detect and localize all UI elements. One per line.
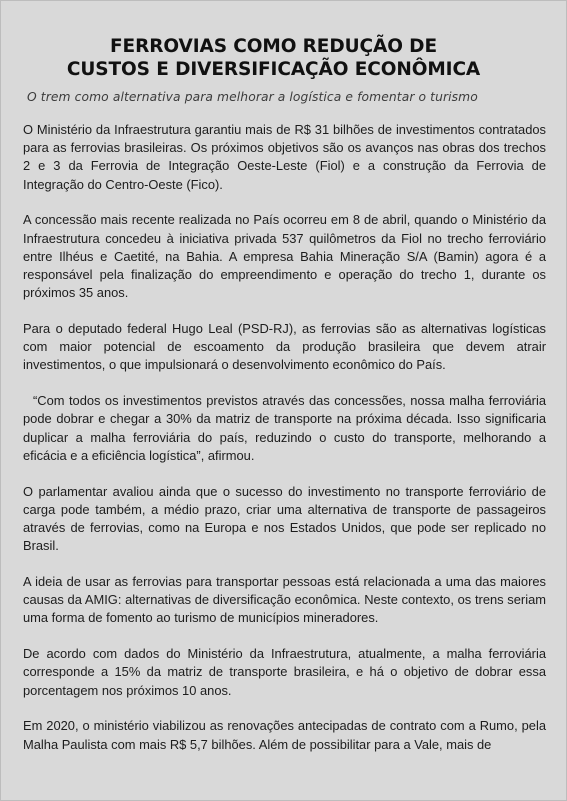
paragraph-8: Em 2020, o ministério viabilizou as renovações antecipadas de contrato com a Rumo, pela Malha Paulista com mais R$ 5,7 bilhões. Além de possibilitar para a Vale, mais de xyxy=(23,718,546,752)
paragraph-3: Para o deputado federal Hugo Leal (PSD-RJ), as ferrovias são as alternativas logísticas com maior potencial de escoamento da produção brasileira que devem atrair investimentos, o que impulsionará o desenvolvimento econômico do País. xyxy=(23,321,546,373)
article-title-line-1: FERROVIAS COMO REDUÇÃO DE xyxy=(110,36,437,57)
article-title xyxy=(1,35,546,81)
article-title-line-2: CUSTOS E DIVERSIFICAÇÃO ECONÔMICA xyxy=(66,59,481,80)
paragraph-5: O parlamentar avaliou ainda que o sucesso do investimento no transporte ferroviário de carga pode também, a médio prazo, criar uma alternativa de transporte de passageiros através de ferrovias, como na Europa e nos Estados Unidos, que pode ser replicado no Brasil. xyxy=(23,483,546,554)
article-subtitle: O trem como alternativa para melhorar a logística e fomentar o turismo xyxy=(27,90,478,104)
paragraph-2: A concessão mais recente realizada no País ocorreu em 8 de abril, quando o Ministério da Infraestrutura concedeu à iniciativa privada 537 quilômetros da Fiol no trecho ferroviário entre Ilhéus e Caetité, na Bahia. A empresa Bahia Mineração S/A (Bamin) agora é a responsável pela finalização do empreendimento e operação do trecho 1, durante os próximos 35 anos. xyxy=(23,212,546,301)
paragraph-4-quote: “Com todos os investimentos previstos através das concessões, nossa malha ferroviária pode dobrar e chegar a 30% da matriz de transporte na próxima década. Isso significaria duplicar a malha ferroviária do país, reduzindo o custo do transporte, melhorando a eficácia e a eficiência logística”, afirmou. xyxy=(23,393,546,463)
paragraph-6: A ideia de usar as ferrovias para transportar pessoas está relacionada a uma das maiores causas da AMIG: alternativas de diversificação econômica. Neste contexto, os trens seriam uma forma de fomento ao turismo de municípios mineradores. xyxy=(23,574,546,626)
paragraph-1: O Ministério da Infraestrutura garantiu mais de R$ 31 bilhões de investimentos contratados para as ferrovias brasileiras. Os próximos objetivos são os avanços nas obras dos trechos 2 e 3 da Ferrovia de Integração Oeste-Leste (Fiol) e a construção da Ferrovia de Integração do Centro-Oeste (Fico). xyxy=(23,122,546,192)
paragraph-7: De acordo com dados do Ministério da Infraestrutura, atualmente, a malha ferroviária corresponde a 15% da matriz de transporte brasileira, e há o objetivo de dobrar essa porcentagem nos próximos 10 anos. xyxy=(23,646,546,698)
article-body xyxy=(23,121,546,771)
